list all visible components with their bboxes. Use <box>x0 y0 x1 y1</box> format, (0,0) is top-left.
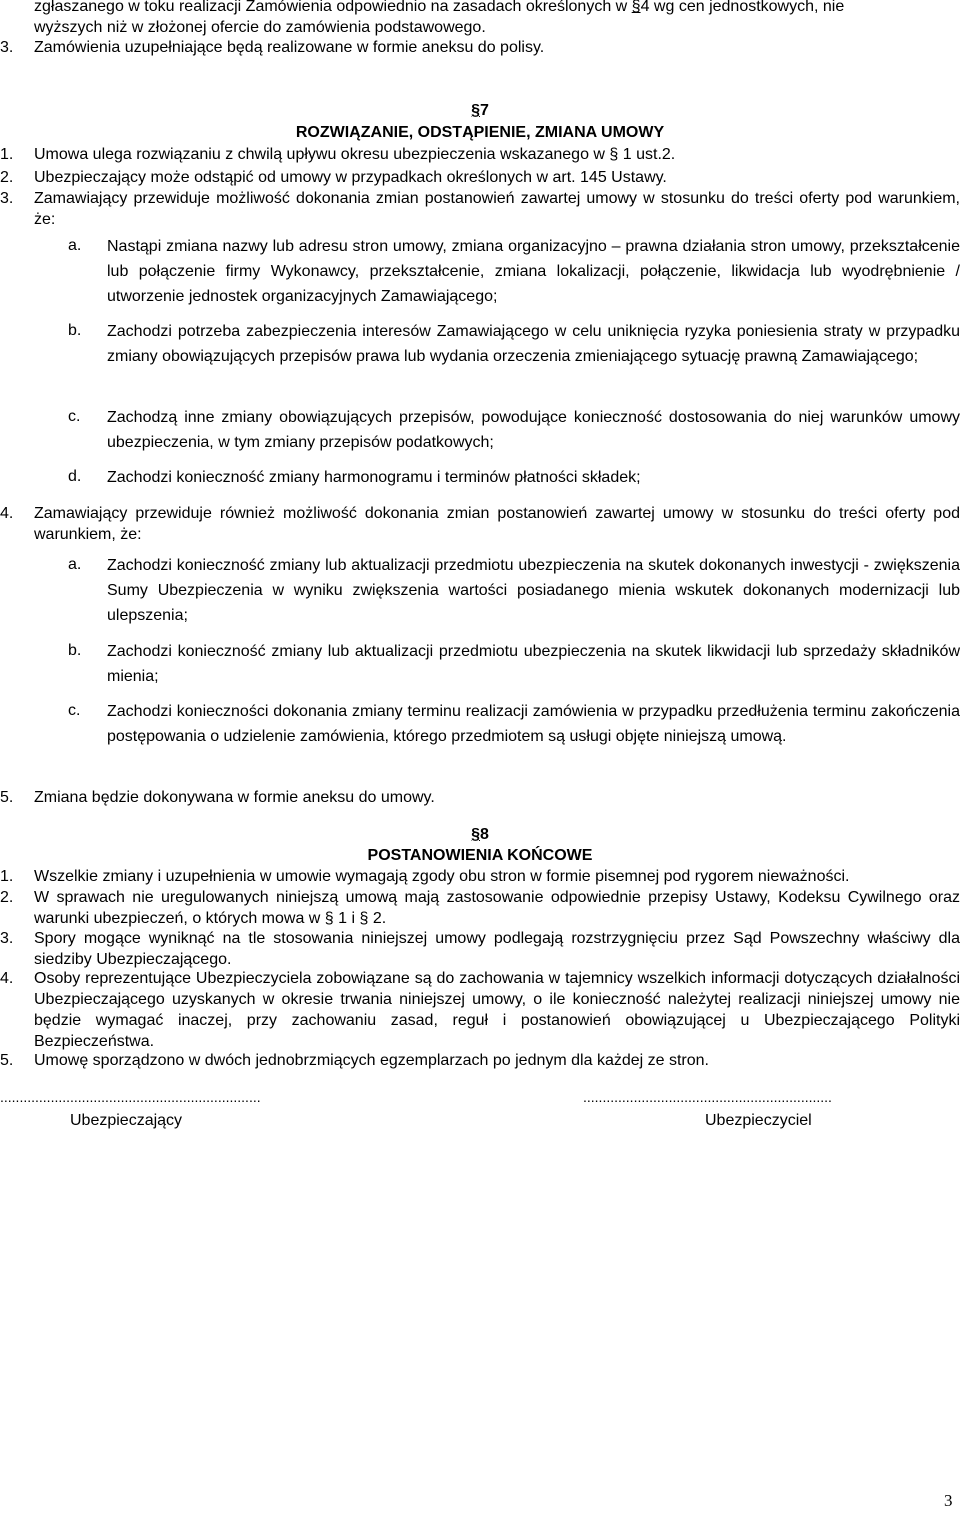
s8-item-3-text: Spory mogące wyniknąć na tle stosowania niniejszej umowy podlegają rozstrzygnięciu przez Sąd Powszechny właściwy dla siedziby Ubezpieczającego. <box>34 930 960 969</box>
intro-paragraph <box>34 0 960 38</box>
signature-label-right: Ubezpieczyciel <box>705 1112 812 1129</box>
s8-item-5-num: 5. <box>0 1052 14 1069</box>
s7-item-2-text: Ubezpieczający może odstąpić od umowy w przypadkach określonych w art. 145 Ustawy. <box>34 169 667 186</box>
s8-item-3-num: 3. <box>0 930 14 947</box>
s7-sub4-b-text: Zachodzi konieczność zmiany lub aktualizacji przedmiotu ubezpieczenia na skutek likwidacji lub sprzedaży składników mienia; <box>107 643 960 685</box>
s7-item-5-text: Zmiana będzie dokonywana w formie aneksu do umowy. <box>34 789 435 806</box>
s8-item-5-text: Umowę sporządzono w dwóch jednobrzmiących egzemplarzach po jednym dla każdej ze stron. <box>34 1052 709 1069</box>
intro-line1b: 4 wg cen jednostkowych, nie <box>640 0 845 15</box>
s7-sub4-a-text: Zachodzi konieczność zmiany lub aktualizacji przedmiotu ubezpieczenia na skutek dokonanych inwestycji - zwiększenia Sumy Ubezpieczenia w wyniku zwiększenia wartości posiadanego mienia wskutek dokonanych modernizacji lub ulepszenia; <box>107 557 960 624</box>
s7-sub3-c-text: Zachodzą inne zmiany obowiązujących przepisów, powodujące konieczność dostosowania do niej warunków umowy ubezpieczenia, w tym zmiany przepisów podatkowych; <box>107 409 960 451</box>
section-7-number: §7 <box>471 102 489 119</box>
s7-sub3-c-letter: c. <box>68 408 81 425</box>
s8-item-2-text: W sprawach nie uregulowanych niniejszą umową mają zastosowanie odpowiednie przepisy Ustawy, Kodeksu Cywilnego oraz warunki ubezpieczeń, o których mowa w § 1 i § 2. <box>34 889 960 928</box>
signature-label-left: Ubezpieczający <box>70 1112 183 1129</box>
s7-item-1-text: Umowa ulega rozwiązaniu z chwilą upływu okresu ubezpieczenia wskazanego w § 1 ust.2. <box>34 146 676 163</box>
intro-item-number: 3. <box>0 39 14 56</box>
signature-line-right: ................................................................ <box>583 1089 832 1105</box>
s7-item-4-num: 4. <box>0 505 14 522</box>
section-8-number: §8 <box>471 826 489 843</box>
s7-sub3-d-letter: d. <box>68 468 82 485</box>
page-number: 3 <box>944 1491 953 1510</box>
s7-item-5-num: 5. <box>0 789 14 806</box>
signature-line-left: ................................................................... <box>0 1089 261 1105</box>
s8-item-4-num: 4. <box>0 970 14 987</box>
s8-item-1-text: Wszelkie zmiany i uzupełnienia w umowie wymagają zgody obu stron w formie pisemnej pod rygorem nieważności. <box>34 868 850 885</box>
intro-line2: wyższych niż w złożonej ofercie do zamówienia podstawowego. <box>34 19 486 37</box>
s7-item-1-num: 1. <box>0 146 14 163</box>
section-7-title: ROZWIĄZANIE, ODSTĄPIENIE, ZMIANA UMOWY <box>295 124 665 141</box>
intro-line1: zgłaszanego w toku realizacji Zamówienia odpowiednio na zasadach określonych w <box>34 0 628 15</box>
s7-item-4-text: Zamawiający przewiduje również możliwość dokonania zmian postanowień zawartej umowy w stosunku do treści oferty pod warunkiem, że: <box>34 505 960 544</box>
s7-sub4-c-text: Zachodzi konieczności dokonania zmiany terminu realizacji zamówienia w przypadku przedłużenia terminu zakończenia postępowania o udzielenie zamówienia, którego przedmiotem są usługi objęte niniejszą umową. <box>107 703 960 745</box>
s7-sub4-a-letter: a. <box>68 556 82 573</box>
s7-item-3-num: 3. <box>0 190 14 207</box>
s7-sub3-b-letter: b. <box>68 322 82 339</box>
s7-sub3-b-text: Zachodzi potrzeba zabezpieczenia interesów Zamawiającego w celu uniknięcia ryzyka poniesienia straty w przypadku zmiany obowiązujących przepisów prawa lub wydania orzeczenia zmieniającego sytuację prawną Zamawiającego; <box>107 323 960 365</box>
s8-item-2-num: 2. <box>0 889 14 906</box>
s7-sub3-a-letter: a. <box>68 237 82 254</box>
s8-item-4-text: Osoby reprezentujące Ubezpieczyciela zobowiązane są do zachowania w tajemnicy wszelkich informacji dotyczących działalności Ubezpieczającego uzyskanych w okresie trwania niniejszej umowy, o ile konieczność należytej realizacji niniejszej umowy nie będzie wymagać inaczej, przy zachowaniu zasad, reguł i postanowień obowiązującej u Ubezpieczającego Polityki Bezpieczeństwa. <box>34 970 960 1051</box>
s7-sub3-d-text: Zachodzi konieczność zmiany harmonogramu i terminów płatności składek; <box>107 469 641 486</box>
s7-sub4-b-letter: b. <box>68 642 82 659</box>
s7-sub4-c-letter: c. <box>68 702 81 719</box>
s8-item-1-num: 1. <box>0 868 14 885</box>
s7-sub3-a-text: Nastąpi zmiana nazwy lub adresu stron umowy, zmiana organizacyjno – prawna działania stron umowy, przekształcenie lub połączenie firmy Wykonawcy, przekształcenie, zmiana lokalizacji, połączenie, likwidacja lub wyodrębnienie / utworzenie jednostek organizacyjnych Zamawiającego; <box>107 238 960 305</box>
section-8-title: POSTANOWIENIA KOŃCOWE <box>367 847 593 864</box>
intro-item-text: Zamówienia uzupełniające będą realizowane w formie aneksu do polisy. <box>34 39 545 56</box>
s7-item-2-num: 2. <box>0 169 14 186</box>
section-sign: § <box>631 0 641 15</box>
s7-item-3-text: Zamawiający przewiduje możliwość dokonania zmian postanowień zawartej umowy w stosunku do treści oferty pod warunkiem, że: <box>34 190 960 229</box>
